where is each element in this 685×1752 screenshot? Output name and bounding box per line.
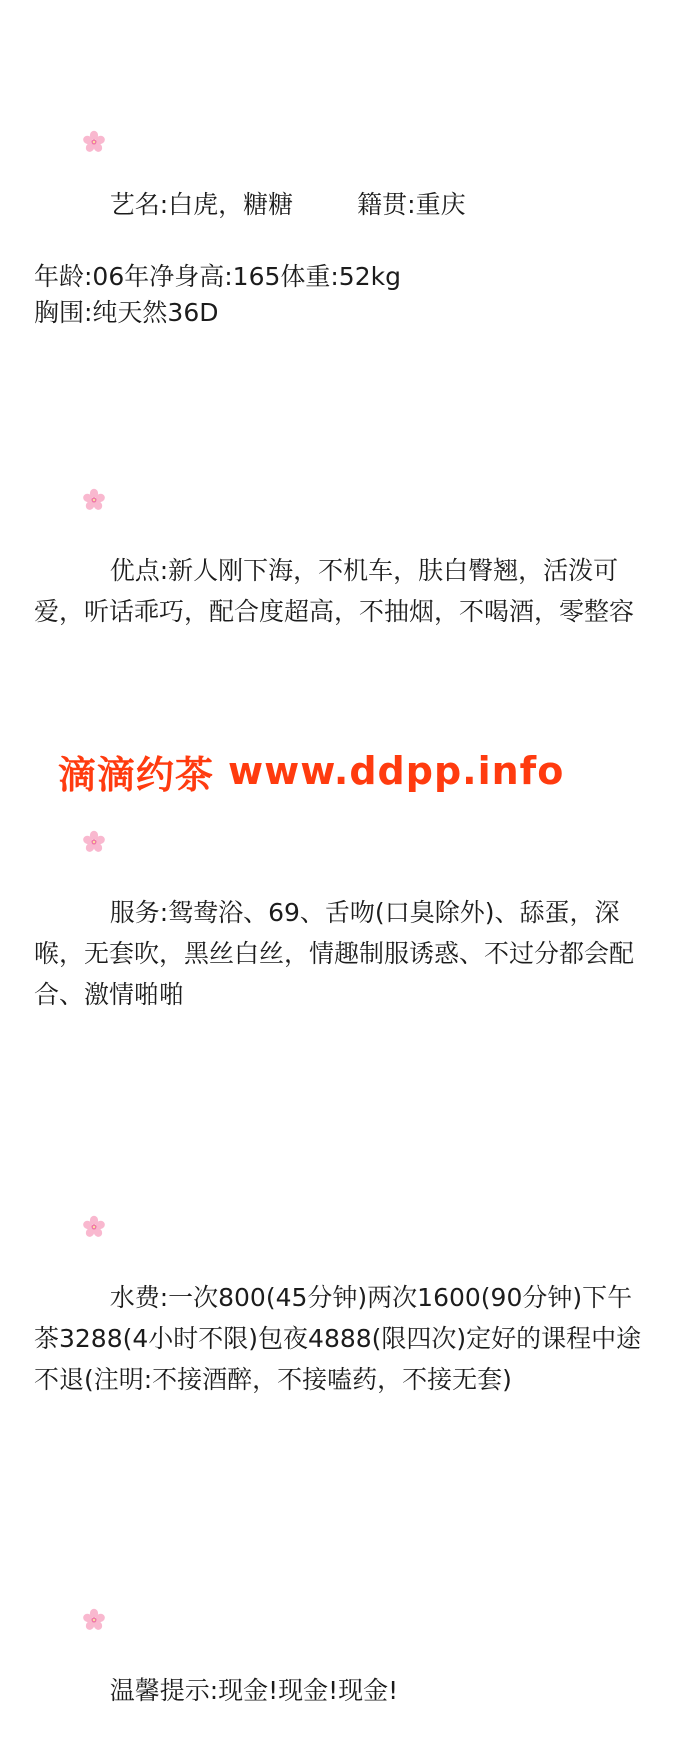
cherry-blossom-icon	[82, 406, 106, 430]
price-text: 一次800(45分钟)两次1600(90分钟)下午茶3288(4小时不限)包夜4888(限四次)定好的课程中途不退(注明:不接酒醉，不接嗑药，不接无套)	[34, 1283, 642, 1394]
pros-block	[34, 365, 657, 673]
cherry-blossom-icon	[82, 58, 106, 82]
price-paragraph	[34, 1092, 657, 1441]
services-label: 服务:	[109, 898, 169, 927]
services-text: 鸳鸯浴、69、舌吻(口臭除外)、舔蛋，深喉，无套吹，黑丝白丝，情趣制服诱惑、不过分都会配合、激情啪啪	[34, 898, 635, 1009]
profile-name-row	[34, 22, 657, 259]
tip-paragraph	[34, 1485, 657, 1752]
watermark-brand: 滴滴约茶	[58, 752, 215, 797]
profile-bust: 胸围:纯天然36D	[34, 298, 219, 327]
hometown-value: 重庆	[415, 190, 466, 219]
profile-block	[34, 22, 657, 331]
pros-paragraph	[34, 365, 657, 673]
pros-label: 优点:	[109, 556, 169, 585]
stage-name-value: 白虎，糖糖	[168, 190, 294, 219]
price-block	[34, 1092, 657, 1441]
profile-age-height-weight: 年龄:06年净身高:165体重:52kg	[34, 262, 401, 291]
cherry-blossom-icon	[82, 1526, 106, 1550]
stage-name-label: 艺名:	[109, 190, 169, 219]
tip-label: 温馨提示:	[109, 1676, 219, 1705]
watermark-url: www.ddpp.info	[228, 749, 565, 793]
price-label: 水费:	[109, 1283, 169, 1312]
watermark-footer	[0, 742, 685, 800]
tip-block	[34, 1485, 657, 1752]
hometown-label: 籍贯:	[357, 190, 416, 219]
cherry-blossom-icon	[82, 1133, 106, 1157]
tip-text: 现金!现金!现金!	[218, 1676, 399, 1705]
pros-text: 新人刚下海，不机车，肤白臀翘，活泼可爱，听话乖巧，配合度超高，不抽烟，不喝酒，零整容	[34, 556, 635, 626]
